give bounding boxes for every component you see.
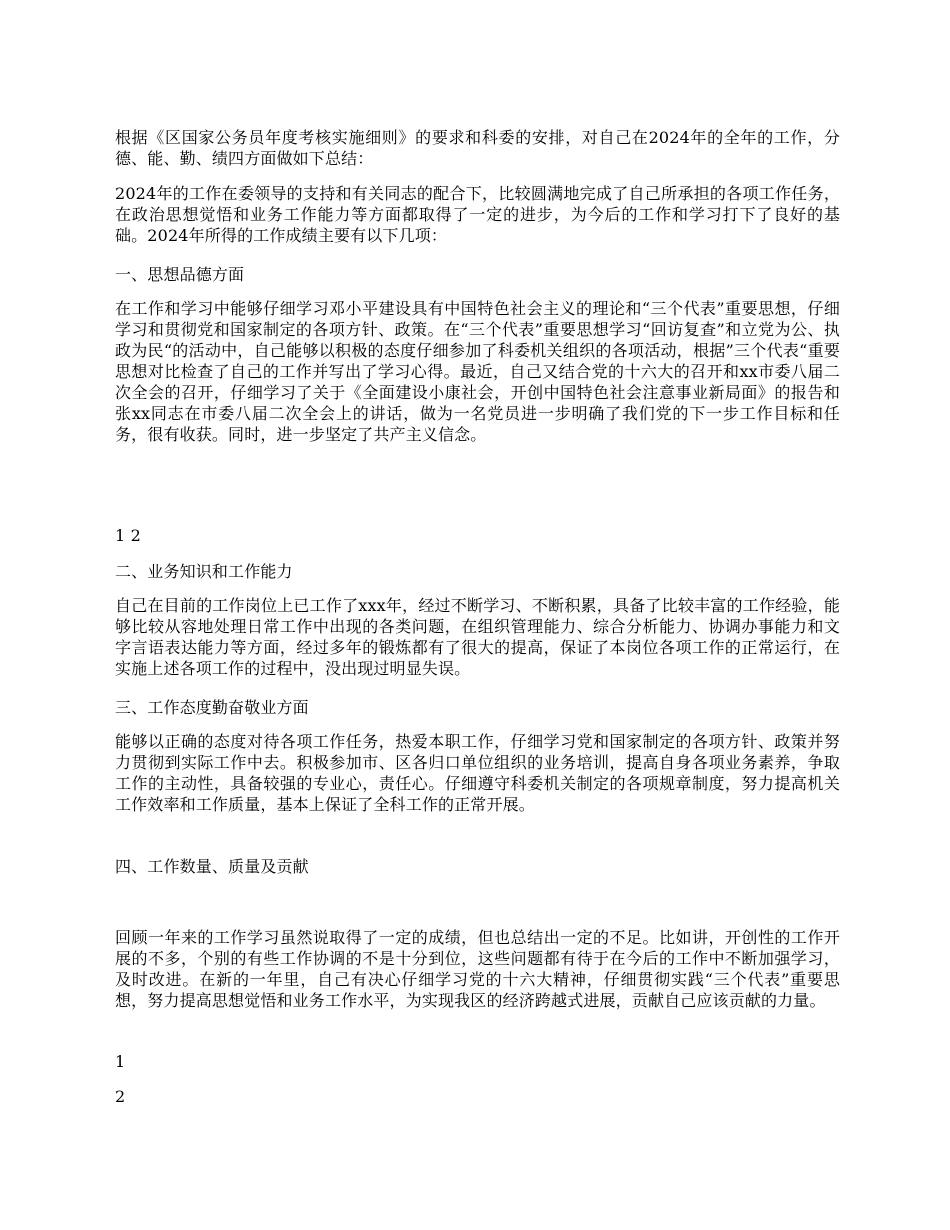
morality-paragraph: 在工作和学习中能够仔细学习邓小平建设具有中国特色社会主义的理论和“三个代表”重要思想，仔细学习和贯彻党和国家制定的各项方针、政策。在“三个代表”重要思想学习“回访复查”和立党为公、执政为民“的活动中，自己能够以积极的态度仔细参加了科委机关组织的各项活动，根据”三个代表“重要思想对比检查了自己的工作并写出了学习心得。最近，自己又结合党的十六大的召开和xx市委八届二次全会的召开，仔细学习了关于《全面建设小康社会，开创中国特色社会注意事业新局面》的报告和张xx同志在市委八届二次全会上的讲话，做为一名党员进一步明确了我们党的下一步工作目标和任务，很有收获。同时，进一步坚定了共产主义信念。 xyxy=(115,299,840,444)
attitude-paragraph: 能够以正确的态度对待各项工作任务，热爱本职工作，仔细学习党和国家制定的各项方针、政策并努力贯彻到实际工作中去。积极参加市、区各归口单位组织的业务培训，提高自身各项业务素养，争取工作的主动性，具备较强的专业心，责任心。仔细遵守科委机关制定的各项规章制度，努力提高机关工作效率和工作质量，基本上保证了全科工作的正常开展。 xyxy=(115,732,840,814)
conclusion-paragraph: 回顾一年来的工作学习虽然说取得了一定的成绩，但也总结出一定的不足。比如讲，开创性的工作开展的不多，个别的有些工作协调的不是十分到位，这些问题都有待于在今后的工作中不断加强学习，及时改进。在新的一年里，自己有决心仔细学习党的十六大精神，仔细贯彻实践“三个代表”重要思想，努力提高思想觉悟和业务工作水平，为实现我区的经济跨越式进展，贡献自己应该贡献的力量。 xyxy=(115,928,840,1010)
section-heading-contribution: 四、工作数量、质量及贡献 xyxy=(115,857,309,876)
summary-paragraph: 2024年的工作在委领导的支持和有关同志的配合下，比较圆满地完成了自己所承担的各项工作任务，在政治思想觉悟和业务工作能力等方面都取得了一定的进步，为今后的工作和学习打下了良好的基础。2024年所得的工作成绩主要有以下几项： xyxy=(115,184,840,245)
ability-paragraph: 自己在目前的工作岗位上已工作了xxx年，经过不断学习、不断积累，具备了比较丰富的工作经验，能够比较从容地处理日常工作中出现的各类问题，在组织管理能力、综合分析能力、协调办事能力和文字言语表达能力等方面，经过多年的锻炼都有了很大的提高，保证了本岗位各项工作的正常运行，在实施上述各项工作的过程中，没出现过明显失误。 xyxy=(115,596,840,678)
page-number-line: 1 2 xyxy=(115,526,141,545)
section-heading-ability: 二、业务知识和工作能力 xyxy=(115,562,293,581)
section-heading-morality: 一、思想品德方面 xyxy=(115,265,245,284)
page-number-1: 1 xyxy=(115,1052,126,1071)
page-number-2: 2 xyxy=(115,1087,126,1106)
section-heading-attitude: 三、工作态度勤奋敬业方面 xyxy=(115,698,309,717)
intro-paragraph: 根据《区国家公务员年度考核实施细则》的要求和科委的安排，对自己在2024年的全年的工作，分德、能、勤、绩四方面做如下总结： xyxy=(115,128,840,168)
